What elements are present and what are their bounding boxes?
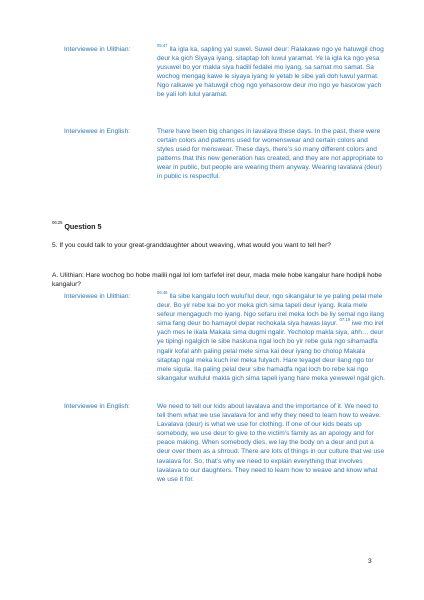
- response-text: [157, 45, 385, 100]
- response-text-part1: Ila sibe kangalu loch wulul’lul deur, ngo sikangalur le ye paling pelal mele deur. Bo yir rebe kai bo yor meka gich sima tapeli deur iyang. Ikala mele sefeur mengaguch mo iyang. Ngo sefaru irel meka loch be liy semal ngo ilang sima fang deur bo hamayol depar rechokala siya hawas layur.: [157, 293, 384, 328]
- speaker-label: Interviewee in Ulithian:: [64, 293, 131, 300]
- question-heading: [52, 222, 382, 232]
- speaker-label: Interviewee in Ulithian:: [64, 46, 131, 53]
- response-text: We need to tell our kids about lavalava and the importance of it. We need to tell them what we use lavalava for and why they need to learn how to weave. Lavalava (deur) is what we use for clothing. If one of our kids beats up somebody, we use deur to give to the victim’s family as an apology and for peace making. When somebody dies, we lay the body on a deur and put a deur over them as a shroud. There are lots of things in our culture that we use lavalava for. So, that’s why we need to explain everything that involves lavalava to our daughters. They need to learn how to weave and know what we use it for.: [157, 403, 385, 483]
- response-text: [157, 292, 385, 383]
- response-text-body: Ila igla ka, sapling yal suwel. Suwel deur: Ralakawe ngo ye hatuwgil chog deur ka gich Siyaya iyang. sitaptap loh luwul yaramat. Ye la igla ka ngo yesa yusuwel bo yor makla siya hadili fedalei mo iyang, sa samat mo samat. Sa wochog mengag kawe le siyaya iyang le yetab le sibe yali doh luwul yarmat. Ngo ralkawe ye hatuwgil chog ngo yehasorow deur mo ngo ye hasorow yach be yali loh lulul yaramat.: [157, 46, 384, 99]
- question-prompt: 5. If you could talk to your great-granddaughter about weaving, what would you want to tell her?: [52, 242, 331, 249]
- response-text-part2: iwe mo irel yach mes le ikala Makala sima dugmi ngalir. Yecholop makla siya, ahh… deur ye tipingi ngalgich le sibe haskuna ngal loch bo yir rebe gula ngo sihamadfa ngalir kofal ahh paling pelal mele sima kai deur iyang bo cholop Makala sitaptap ngal meka kuch irel meka fulyach. Hare teyagel deur ilang ngo tor mele sigula. Ila paling pelal deur sibe hamadfa ngal loch bo rebe kai ngo sikangalur wullulul makla gich sima tapeli iyang hare meka yewewel ngal gich.: [157, 320, 385, 382]
- timestamp: 06:46: [157, 290, 168, 295]
- timestamp: 05:47: [157, 43, 168, 48]
- ulithian-question: A. Ulithian: Hare wochog bo hobe malili ngal lol lom tarfefel irel deur, mada mele hobe kangalur hare hodipli hobe kangalur?: [52, 272, 382, 289]
- response-text: There have been big changes in lavalava these days. In the past, there were certain colors and patterns used for womenswear and certain colors and styles used for menswear. These days, there’s so many different colors and patterns that this new generation has created, and they are not appropriate to wear in public, but people are wearing them anyway. Wearing lavalava (deur) in public is respectful.: [157, 128, 383, 181]
- question-title: Question 5: [64, 222, 102, 231]
- speaker-label: Interviewee in English:: [64, 403, 130, 410]
- speaker-label: Interviewee in English:: [64, 128, 130, 135]
- page-number: 3: [368, 558, 372, 565]
- timestamp: 07:19: [339, 317, 351, 323]
- timestamp: 06:25: [52, 220, 63, 225]
